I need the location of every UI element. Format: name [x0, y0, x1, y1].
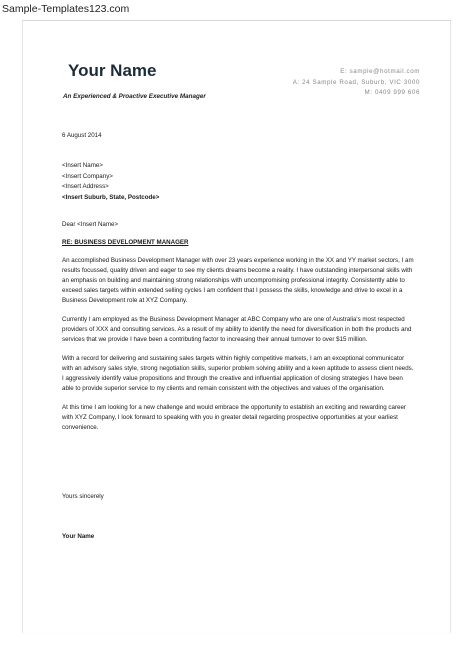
letter-date: 6 August 2014: [62, 132, 102, 139]
sender-name: Your Name: [68, 61, 157, 80]
body-paragraph: At this time I am looking for a new challenge and would embrace the opportunity to establish an exciting and rewarding career with XYZ Company, I look forward to speaking with you in greater detail regarding prospective opportunities at your earliest convenience.: [62, 404, 406, 432]
contact-address: A: 24 Sample Road, Suburb, VIC 3000: [292, 78, 420, 86]
body-paragraph: Currently I am employed as the Business Development Manager at ABC Company who are one of Australia's most respected providers of XXX and consulting services. As a result of my ability to identify the need for diversification in both the products and services that we provide I have been a contributing factor to increasing their annual turnover to over $15 million.: [62, 316, 412, 343]
contact-mobile: M: 0409 999 606: [364, 89, 420, 96]
contact-email: E: sample@hotmail.com: [340, 68, 420, 75]
site-watermark-label: Sample-Templates123.com: [2, 3, 130, 15]
recipient-suburb: <Insert Suburb, State, Postcode>: [62, 194, 160, 202]
letter-body: [62, 256, 414, 443]
salutation: Dear <Insert Name>: [62, 221, 119, 228]
recipient-company: <Insert Company>: [62, 172, 113, 180]
recipient-name: <Insert Name>: [62, 162, 103, 169]
sender-tagline: An Experienced & Proactive Executive Manager: [63, 93, 206, 100]
body-paragraph: An accomplished Business Development Manager with over 23 years experience working in the XX and YY market sectors, I am results focussed, quality driven and eager to see my clients dreams become a reality. I have outstanding interpersonal skills with an emphasis on building and maintaining strong relationships with uncompromising professional integrity. Consistently able to exceed sales targets within extended selling cycles I am confident that I possess the skills, knowledge and drive to excel in a Business Development role at XYZ Company.: [62, 257, 414, 304]
body-paragraph: With a record for delivering and sustaining sales targets within highly competitive markets, I am an exceptional communicator with an advisory sales style, strong negotiation skills, superior problem solving ability and a keen aptitude to assess client needs. I aggressively identify value propositions and through the creative and influential application of closing strategies I have been able to provide superior service to my clients and remain consistent with the objectives and values of the organisation.: [62, 355, 414, 392]
recipient-street: <Insert Address>: [62, 183, 109, 191]
signature-name: Your Name: [62, 533, 95, 540]
closing-line: Yours sincerely: [62, 493, 104, 500]
subject-line: RE: BUSINESS DEVELOPMENT MANAGER: [62, 239, 189, 246]
contact-block: [290, 67, 420, 99]
recipient-address: [62, 161, 159, 204]
